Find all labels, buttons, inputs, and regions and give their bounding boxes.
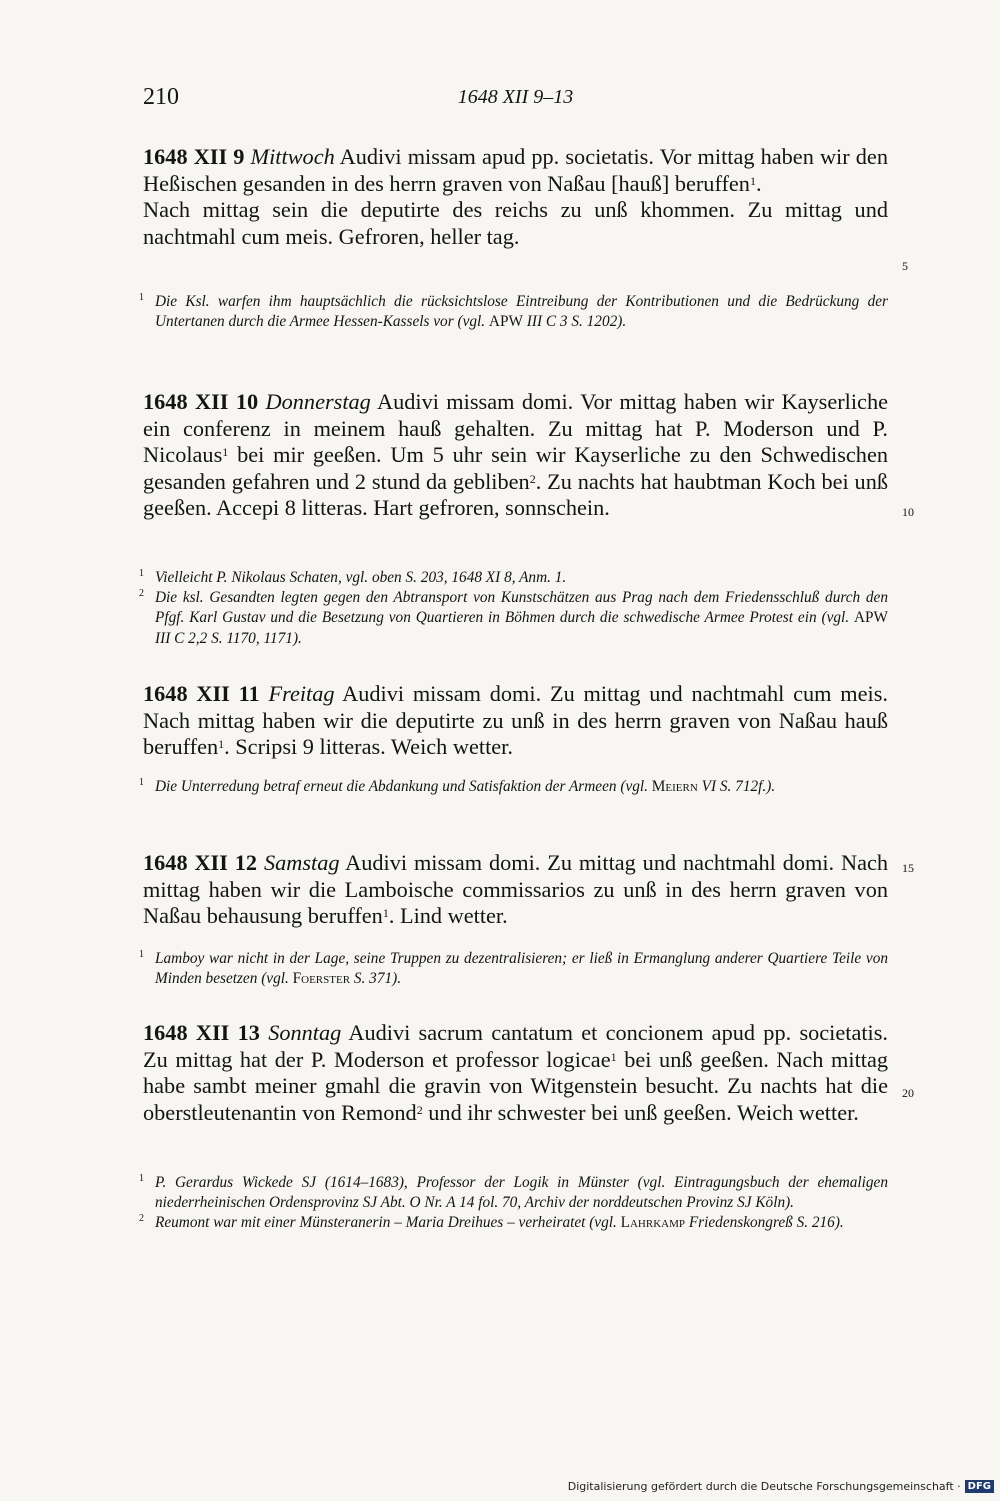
line-number: 5 [902, 259, 908, 273]
page-number: 210 [143, 84, 179, 110]
footnote-mark: 1 [139, 292, 144, 303]
entry-weekday: Donnerstag [265, 389, 371, 414]
footnote-ref: 2 [529, 471, 536, 486]
footnote: 1 Lamboy war nicht in der Lage, seine Truppen zu dezentralisieren; er ließ in Ermanglung anderer Quartiere Teile von Minden besetzen (vgl. Foerster S. 371). [143, 949, 888, 989]
credit-text: Digitalisierung gefördert durch die Deutsche Forschungsgemeinschaft · [567, 1480, 961, 1493]
footnotes-dec-12 [139, 949, 888, 989]
entry-text: Audivi missam domi. Zu mittag und nachtmahl cum meis. Nach mittag haben wir die deputirte zu unß in des herrn graven von Naßau hauß beruffen [143, 681, 888, 760]
footnote: 1 Die Unterredung betraf erneut die Abdankung und Satisfaktion der Armeen (vgl. Meiern VI S. 712f.). [143, 777, 888, 797]
entry-paragraph [143, 681, 888, 761]
entry-text: und ihr schwester bei unß geeßen. Weich wetter. [422, 1099, 859, 1125]
dfg-logo: DFG [965, 1480, 994, 1493]
line-number: 15 [902, 861, 914, 875]
footnote: 1 Vielleicht P. Nikolaus Schaten, vgl. oben S. 203, 1648 XI 8, Anm. 1. [143, 568, 888, 588]
footnote-ref: 1 [382, 906, 389, 921]
footnote-ref: 1 [610, 1049, 617, 1064]
footnote-mark: 2 [139, 1213, 144, 1225]
entry-text: . Zu nachts hat haubtman Koch bei unß geeßen. Accepi 8 litteras. Hart gefroren, sonnschein. [143, 468, 889, 521]
entry-weekday: Mittwoch [250, 144, 335, 169]
entry-date: 1648 XII 11 [143, 681, 260, 706]
footnote-ref: 2 [416, 1102, 423, 1117]
diary-entry-dec-11 [143, 681, 888, 761]
entry-paragraph [143, 389, 888, 522]
line-number: 10 [902, 505, 914, 519]
entry-date: 1648 XII 10 [143, 389, 259, 414]
entry-date: 1648 XII 9 [143, 144, 245, 169]
footnotes-dec-11 [139, 777, 888, 797]
entry-text: bei mir geeßen. Um 5 uhr sein wir Kayserliche zu den Schwedischen gesanden gefahren und 2 stund da gebliben [143, 442, 888, 494]
footnote-ref: 1 [749, 173, 756, 188]
entry-weekday: Samstag [263, 850, 340, 875]
entry-text: Audivi sacrum cantatum et concionem apud pp. societatis. Zu mittag hat der P. Moderson et professor logicae [143, 1020, 888, 1072]
footnote: 1 Die Ksl. warfen ihm hauptsächlich die rücksichtslose Eintreibung der Kontributionen und die Bedrückung der Untertanen durch die Armee Hessen-Kassels vor (vgl. APW III C 3 S. 1202). [143, 292, 888, 332]
entry-date: 1648 XII 12 [143, 850, 258, 875]
entry-date: 1648 XII 13 [143, 1020, 260, 1045]
digitization-credit [568, 1478, 994, 1495]
page-header [143, 84, 888, 120]
entry-weekday: Sonntag [268, 1020, 342, 1045]
entry-text: Audivi missam domi. Zu mittag und nachtmahl domi. Nach mittag haben wir die Lamboische commissarios zu unß in des herrn graven von Naßau behausung beruffen [143, 850, 889, 929]
entry-text: Audivi missam apud pp. societatis. Vor mittag haben wir den Heßischen gesanden in des herrn graven von Naßau [hauß] beruffen [143, 144, 888, 196]
entry-text: . [755, 170, 762, 196]
entry-text: . Lind wetter. [388, 903, 508, 929]
entry-paragraph [143, 1020, 888, 1126]
diary-entry-dec-10 [143, 389, 888, 522]
line-number: 20 [902, 1086, 914, 1100]
footnotes-dec-13 [139, 1173, 888, 1234]
footnote-mark: 1 [139, 568, 144, 579]
footnote-mark: 1 [139, 949, 144, 960]
entry-text: . Scripsi 9 litteras. Weich wetter. [224, 734, 513, 760]
footnote: 1 P. Gerardus Wickede SJ (1614–1683), Professor der Logik in Münster (vgl. Eintragungsbuch der ehemaligen niederrheinischen Ordensprovinz SJ Abt. O Nr. A 14 fol. 70, Archiv der norddeutschen Provinz SJ Köln). [143, 1173, 888, 1213]
diary-entry-dec-12 [143, 850, 888, 930]
running-head: 1648 XII 9–13 [457, 86, 574, 108]
entry-text: Nach mittag sein die deputirte des reichs zu unß khommen. Zu mittag und nachtmahl cum meis. Gefroren, heller tag. [143, 197, 888, 249]
diary-entry-dec-9 [143, 144, 888, 250]
footnote: 2 Reumont war mit einer Münsteranerin – Maria Dreihues – verheiratet (vgl. Lahrkamp Friedenskongreß S. 216). [143, 1213, 888, 1233]
entry-paragraph [143, 197, 888, 250]
footnote-mark: 2 [139, 588, 144, 600]
entry-paragraph [143, 850, 888, 930]
entry-text: Audivi missam domi. Vor mittag haben wir Kayserliche ein conferenz in meinem hauß gehalten. Zu mittag hat P. Moderson und P. Nicolaus [143, 389, 888, 468]
footnote-mark: 1 [139, 1173, 144, 1184]
entry-weekday: Freitag [268, 681, 335, 706]
footnote-mark: 1 [139, 777, 144, 788]
footnotes-dec-10 [139, 568, 888, 649]
entry-paragraph [143, 144, 888, 197]
footnote: 2 Die ksl. Gesandten legten gegen den Abtransport von Kunstschätzen aus Prag nach dem Friedensschluß durch den Pfgf. Karl Gustav und die Besetzung von Quartieren in Böhmen durch die schwedische Armee Protest ein (vgl. APW III C 2,2 S. 1170, 1171). [143, 588, 888, 649]
footnotes-dec-9 [139, 292, 888, 332]
footnote-ref: 1 [222, 445, 229, 460]
entry-text: bei unß geeßen. Nach mittag habe sambt meiner gmahl die gravin von Witgenstein besucht. Zu nachts hat die oberstleutenantin von Remond [143, 1046, 889, 1125]
footnote-ref: 1 [218, 737, 225, 752]
diary-entry-dec-13 [143, 1020, 888, 1126]
